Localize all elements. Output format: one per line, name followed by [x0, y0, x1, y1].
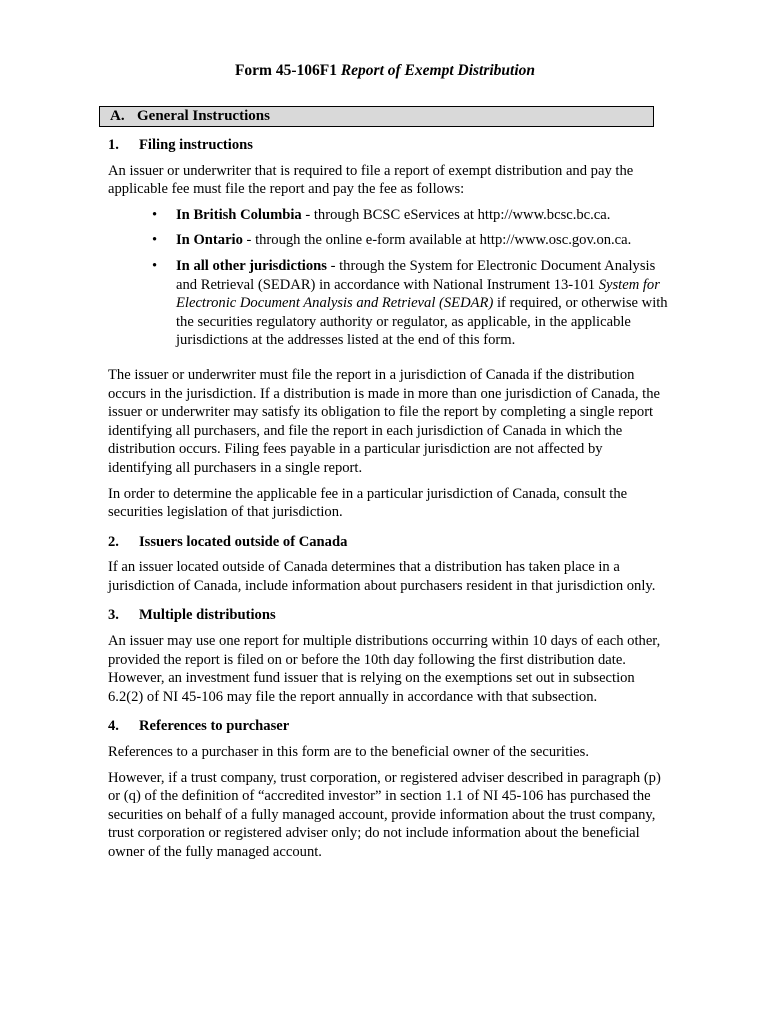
section-a-header — [99, 106, 654, 127]
bullet-icon: • — [152, 206, 158, 223]
form-title — [0, 62, 770, 80]
item-heading: Multiple distributions — [139, 607, 276, 624]
jurisdiction-text: - through the System for Electronic Document Analysis and Retrieval (SEDAR) in accordance with National Instrument 13-101 — [176, 257, 656, 293]
item-heading: Issuers located outside of Canada — [139, 533, 348, 550]
report-name: Report of Exempt Distribution — [340, 62, 536, 79]
filing-intro: An issuer or underwriter that is required to file a report of exempt distribution and pay the applicable fee must file the report and pay the fee as follows: — [108, 162, 634, 198]
multiple-distributions-paragraph: An issuer may use one report for multiple distributions occurring within 10 days of each other, provided the report is filed on or before the 10th day following the first distribution date. However, an investment fund issuer that is relying on the exemptions set out in subsection 6.2(2) of NI 45-106 may file the report annually in accordance with that subsection. — [108, 633, 661, 705]
purchaser-paragraph-2: However, if a trust company, trust corporation, or registered adviser described in paragraph (p) or (q) of the definition of “accredited investor” in section 1.1 of NI 45-106 has purchased the securities on behalf of a fully managed account, provide information about the trust company, trust corporation or registered adviser only; do not include information about the beneficial owner of the fully managed account. — [108, 769, 661, 860]
jurisdiction-name: In all other jurisdictions — [176, 257, 327, 274]
jurisdiction-text-end: if required, or otherwise with the securities regulatory authority or regulator, as applicable, in the applicable jurisdictions at the addresses listed at the end of this form. — [176, 295, 668, 349]
multiple-distributions-heading — [108, 606, 668, 625]
issuers-outside-canada-heading — [108, 533, 668, 552]
filing-paragraph-fee: In order to determine the applicable fee in a particular jurisdiction of Canada, consult the securities legislation of that jurisdiction. — [108, 485, 628, 521]
section-heading: General Instructions — [137, 108, 270, 124]
list-item-other-jurisdictions — [108, 257, 668, 350]
filing-jurisdiction-list — [108, 206, 668, 350]
bullet-icon: • — [152, 232, 158, 249]
filing-paragraph-jurisdiction: The issuer or underwriter must file the report in a jurisdiction of Canada if the distribution occurs in the jurisdiction. If a distribution is made in more than one jurisdiction of Canada, the issuer or underwriter may satisfy its obligation to file the report by completing a single report identifying all purchasers, and file the report in each jurisdiction of Canada in which the distribution occurs. Filing fees payable in a particular jurisdiction are not affected by identifying all purchasers in a single report. — [108, 366, 661, 476]
references-to-purchaser-heading — [108, 717, 668, 736]
item-number: 4. — [108, 718, 119, 735]
item-heading: Filing instructions — [139, 137, 253, 153]
instructions-body — [108, 136, 668, 869]
item-heading: References to purchaser — [139, 718, 290, 735]
jurisdiction-name: In British Columbia — [176, 206, 302, 223]
jurisdiction-text: - through the online e-form available at http://www.osc.gov.on.ca. — [242, 232, 632, 249]
bullet-icon: • — [152, 257, 158, 274]
jurisdiction-text: - through BCSC eServices at http://www.bcsc.bc.ca. — [301, 206, 611, 223]
instrument-title: System for Electronic Document Analysis and Retrieval (SEDAR) — [176, 276, 660, 312]
jurisdiction-name: In Ontario — [176, 232, 243, 249]
purchaser-paragraph-1: References to a purchaser in this form are to the beneficial owner of the securities. — [108, 744, 589, 761]
item-number: 2. — [108, 533, 119, 550]
issuers-outside-canada-paragraph: If an issuer located outside of Canada determines that a distribution has taken place in a jurisdiction of Canada, include information about purchasers resident in that jurisdiction only. — [108, 559, 656, 594]
list-item-ontario — [108, 231, 668, 250]
form-number: Form 45-106F1 — [234, 62, 337, 79]
list-item-british-columbia — [108, 206, 668, 225]
item-number: 1. — [108, 137, 119, 153]
filing-instructions-heading — [108, 136, 668, 155]
item-number: 3. — [108, 607, 119, 624]
section-letter: A. — [110, 108, 125, 124]
